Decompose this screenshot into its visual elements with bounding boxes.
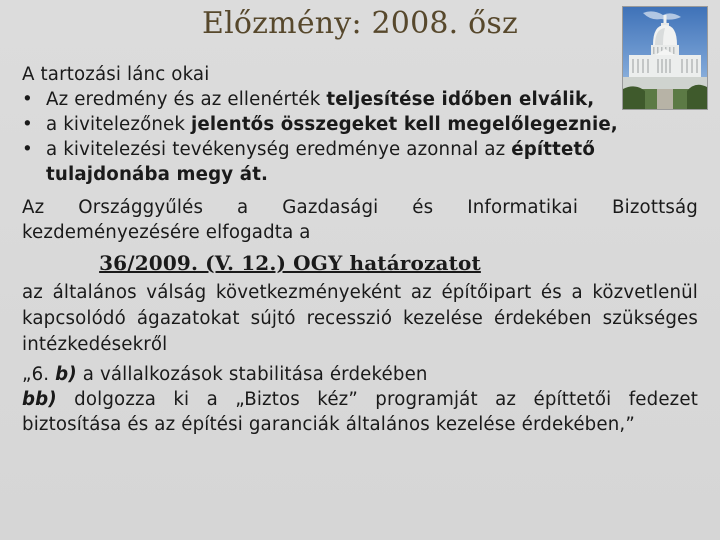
quote-point-bb xyxy=(22,387,698,437)
bullet-icon: • xyxy=(22,89,33,110)
list-item xyxy=(22,87,698,112)
bullet-emphasis: építtető tulajdonába megy át. xyxy=(46,139,595,185)
quote-point-6b xyxy=(22,362,698,387)
quote-text: dolgozza ki a „Biztos kéz” programját az építtetői fedezet biztosítása és az építési garanciák általános kezelése érdekében,” xyxy=(22,389,698,435)
bullet-icon: • xyxy=(22,139,33,160)
slide-title: Előzmény: 2008. ősz xyxy=(202,6,518,41)
bullet-text: Az eredmény és az ellenérték xyxy=(46,89,327,110)
bullet-emphasis: teljesítése időben elválik, xyxy=(326,89,595,110)
intro-line-1: Az Országgyűlés a Gazdasági és Informatikai Bizottság xyxy=(22,197,698,218)
quote-open: „6. xyxy=(22,364,56,385)
bullet-text: a kivitelezési tevékenység eredménye azonnal az xyxy=(46,139,512,160)
causes-list xyxy=(22,87,698,187)
intro-line-2: kezdeményezésére elfogadta a xyxy=(22,222,311,243)
quote-text: a vállalkozások stabilitása érdekében xyxy=(76,364,428,385)
bullet-emphasis: jelentős összegeket kell megelőlegeznie, xyxy=(191,114,618,135)
point-label: bb) xyxy=(22,389,57,410)
resolution-title: 36/2009. (V. 12.) OGY határozatot xyxy=(99,251,481,275)
resolution-purpose: az általános válság következményeként az építőipart és a közvetlenül kapcsolódó ágazatokat sújtó recesszió kezelése érdekében szükséges intézkedésekről xyxy=(22,282,698,355)
list-item xyxy=(22,112,698,137)
slide-body xyxy=(22,62,698,437)
bullet-text: a kivitelezőnek xyxy=(46,114,191,135)
causes-heading: A tartozási lánc okai xyxy=(22,64,210,85)
bullet-icon: • xyxy=(22,114,33,135)
list-item xyxy=(22,137,698,187)
point-label: b) xyxy=(55,364,77,385)
